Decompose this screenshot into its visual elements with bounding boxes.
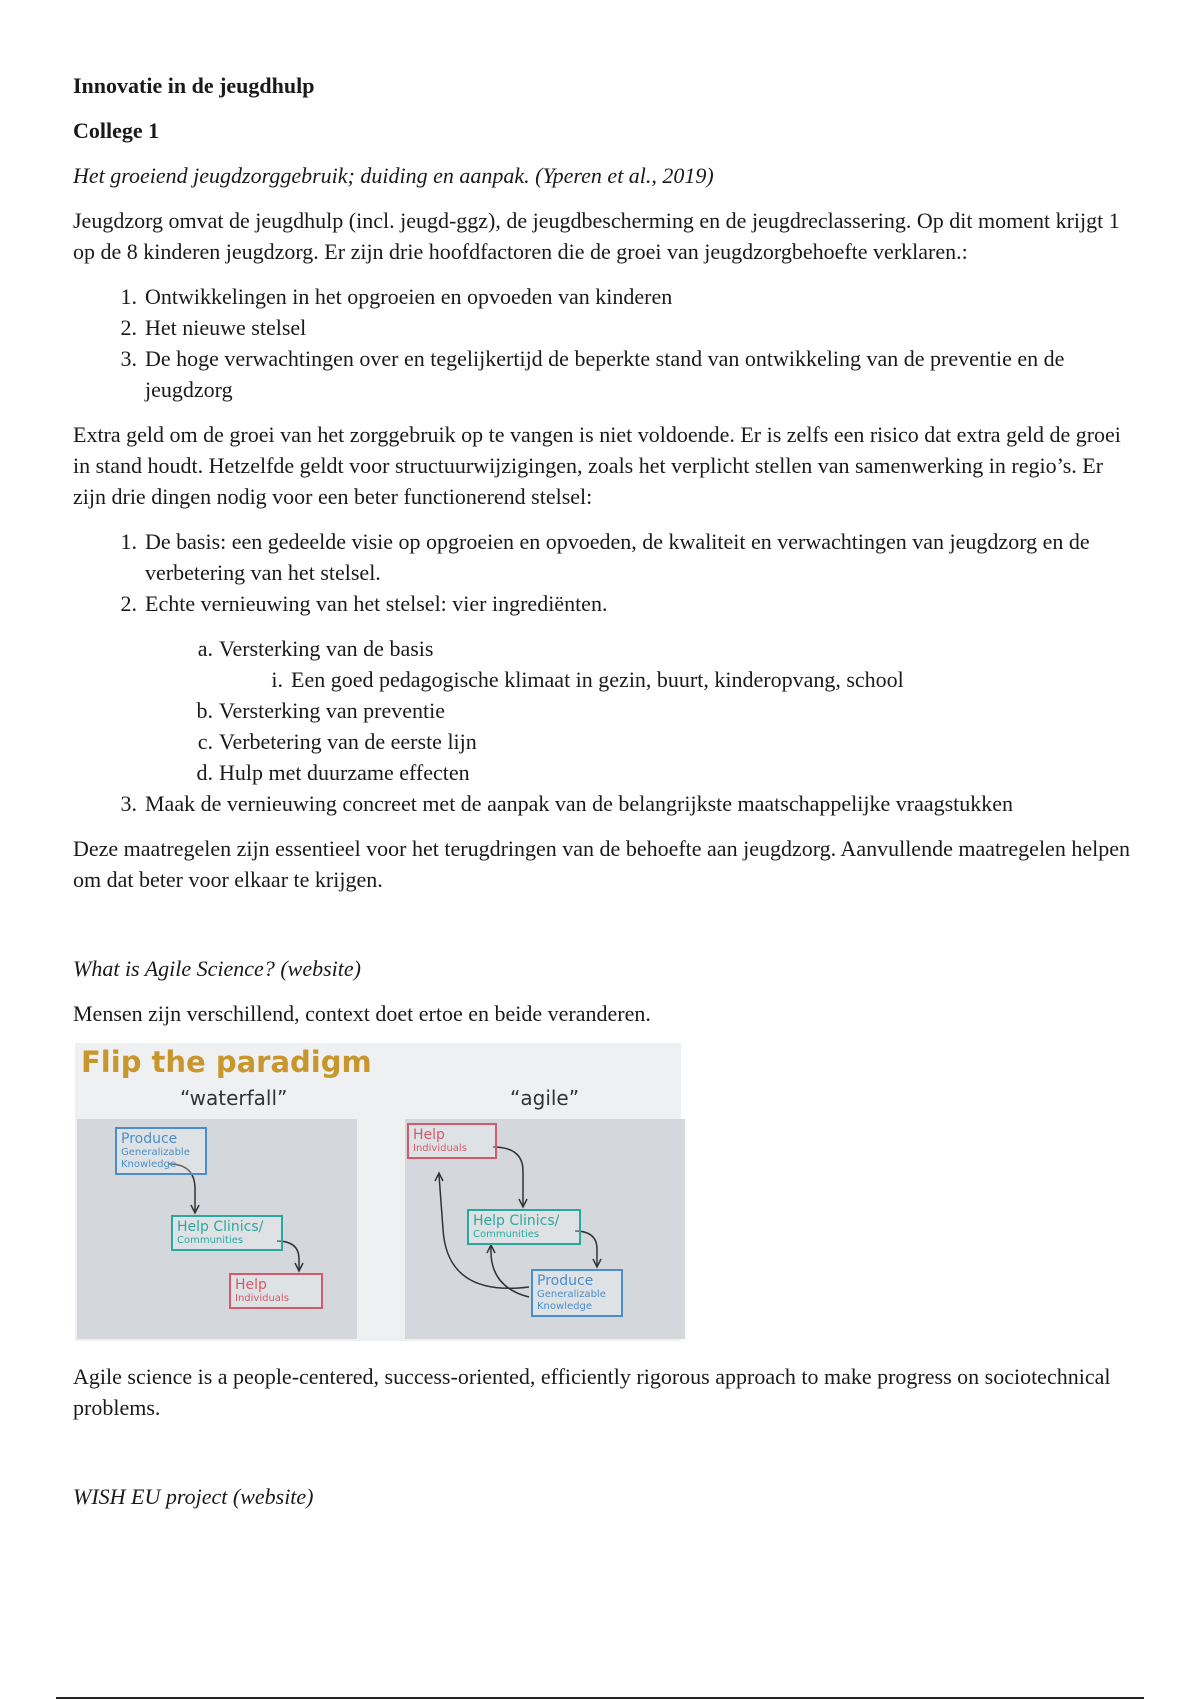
document-heading: Innovatie in de jeugdhulp xyxy=(73,73,315,98)
list-item-text: Echte vernieuwing van het stelsel: vier ingrediënten. xyxy=(145,591,608,616)
list-measures xyxy=(73,526,1133,619)
box-sublabel: Generalizable Knowledge xyxy=(121,1147,190,1170)
source-citation-3: WISH EU project (website) xyxy=(73,1484,314,1509)
help-individuals-box xyxy=(229,1273,323,1309)
list-item-text: Een goed pedagogische klimaat in gezin, buurt, kinderopvang, school xyxy=(291,667,904,692)
help-communities-box xyxy=(171,1215,283,1251)
agile-help-individuals-box xyxy=(407,1123,497,1159)
page-bottom-rule xyxy=(56,1697,1144,1699)
box-label: Produce xyxy=(537,1273,594,1289)
list-number: 2. xyxy=(120,591,137,616)
list-number: 3. xyxy=(120,346,137,371)
box-label: Produce xyxy=(121,1131,178,1147)
list-item-text: Het nieuwe stelsel xyxy=(145,315,307,340)
box-sublabel: Communities xyxy=(473,1229,540,1240)
list-item-text: Ontwikkelingen in het opgroeien en opvoeden van kinderen xyxy=(145,284,673,309)
list-item xyxy=(73,312,1133,343)
box-sublabel: Generalizable Knowledge xyxy=(537,1289,606,1312)
agile-help-communities-box xyxy=(467,1209,581,1245)
paragraph-5: Agile science is a people-centered, success-oriented, efficiently rigorous approach to make progress on sociotechnical problems. xyxy=(73,1364,1111,1420)
list-item xyxy=(73,757,1133,788)
list-item-text: Versterking van de basis xyxy=(219,636,434,661)
paragraph-2: Extra geld om de groei van het zorggebruik op te vangen is niet voldoende. Er is zelfs een risico dat extra geld de groei in stand houdt. Hetzelfde geldt voor structuurwijzigingen, zoals het verplicht stellen van samenwerking in regio’s. Er zijn drie dingen nodig voor een beter functionerend stelsel: xyxy=(73,422,1121,509)
box-label: Help Clinics/ xyxy=(473,1213,560,1229)
box-sublabel: Individuals xyxy=(413,1143,467,1154)
sublist-ingredients-cont xyxy=(73,695,1133,788)
list-number: 3. xyxy=(120,791,137,816)
paragraph-4: Mensen zijn verschillend, context doet ertoe en beide veranderen. xyxy=(73,1001,651,1026)
list-number: 2. xyxy=(120,315,137,340)
paragraph-1: Jeugdzorg omvat de jeugdhulp (incl. jeugd-ggz), de jeugdbescherming en de jeugdreclassering. Op dit moment krijgt 1 op de 8 kinderen jeugdzorg. Er zijn drie hoofdfactoren die de groei van jeugdzorgbehoefte verklaren.: xyxy=(73,208,1120,264)
list-item-text: Verbetering van de eerste lijn xyxy=(219,729,477,754)
box-sublabel: Communities xyxy=(177,1235,244,1246)
list-item xyxy=(73,588,1133,619)
list-item xyxy=(73,726,1133,757)
agile-diagram xyxy=(405,1119,685,1339)
box-sublabel: Individuals xyxy=(235,1293,289,1304)
list-item-text: Maak de vernieuwing concreet met de aanpak van de belangrijkste maatschappelijke vraagstukken xyxy=(145,791,1014,816)
flip-the-paradigm-figure xyxy=(75,1043,681,1341)
list-letter: d. xyxy=(196,760,213,785)
list-number: 1. xyxy=(120,529,137,554)
list-item-text: Versterking van preventie xyxy=(219,698,446,723)
list-letter: c. xyxy=(197,729,213,754)
sublist-ingredients xyxy=(73,633,1133,664)
list-item-text: De basis: een gedeelde visie op opgroeien en opvoeden, de kwaliteit en verwachtingen van jeugdzorg en de verbetering van het stelsel. xyxy=(145,529,1090,585)
document-page xyxy=(73,70,1133,1526)
produce-knowledge-box xyxy=(115,1127,207,1175)
box-label: Help Clinics/ xyxy=(177,1219,264,1235)
college-heading: College 1 xyxy=(73,118,160,143)
waterfall-diagram xyxy=(77,1119,357,1339)
list-growth-factors xyxy=(73,281,1133,405)
list-letter: b. xyxy=(196,698,213,723)
box-label: Help xyxy=(413,1127,445,1143)
agile-produce-knowledge-box xyxy=(531,1269,623,1317)
list-roman: i. xyxy=(271,667,283,692)
list-item xyxy=(73,633,1133,664)
agile-label: “agile” xyxy=(510,1086,580,1110)
list-item xyxy=(73,788,1133,819)
list-item xyxy=(73,343,1133,405)
list-number: 1. xyxy=(120,284,137,309)
waterfall-label: “waterfall” xyxy=(180,1086,288,1110)
paragraph-3: Deze maatregelen zijn essentieel voor het terugdringen van de behoefte aan jeugdzorg. Aanvullende maatregelen helpen om dat beter voor elkaar te krijgen. xyxy=(73,836,1130,892)
box-label: Help xyxy=(235,1277,267,1293)
source-citation-1: Het groeiend jeugdzorggebruik; duiding en aanpak. (Yperen et al., 2019) xyxy=(73,163,714,188)
subsublist xyxy=(73,664,1133,695)
list-item-text: Hulp met duurzame effecten xyxy=(219,760,470,785)
list-item xyxy=(73,526,1133,588)
source-citation-2: What is Agile Science? (website) xyxy=(73,956,361,981)
list-item xyxy=(73,664,1133,695)
figure-title: Flip the paradigm xyxy=(81,1045,372,1079)
list-letter: a. xyxy=(197,636,213,661)
list-measures-cont xyxy=(73,788,1133,819)
list-item-text: De hoge verwachtingen over en tegelijkertijd de beperkte stand van ontwikkeling van de preventie en de jeugdzorg xyxy=(145,346,1065,402)
list-item xyxy=(73,695,1133,726)
list-item xyxy=(73,281,1133,312)
